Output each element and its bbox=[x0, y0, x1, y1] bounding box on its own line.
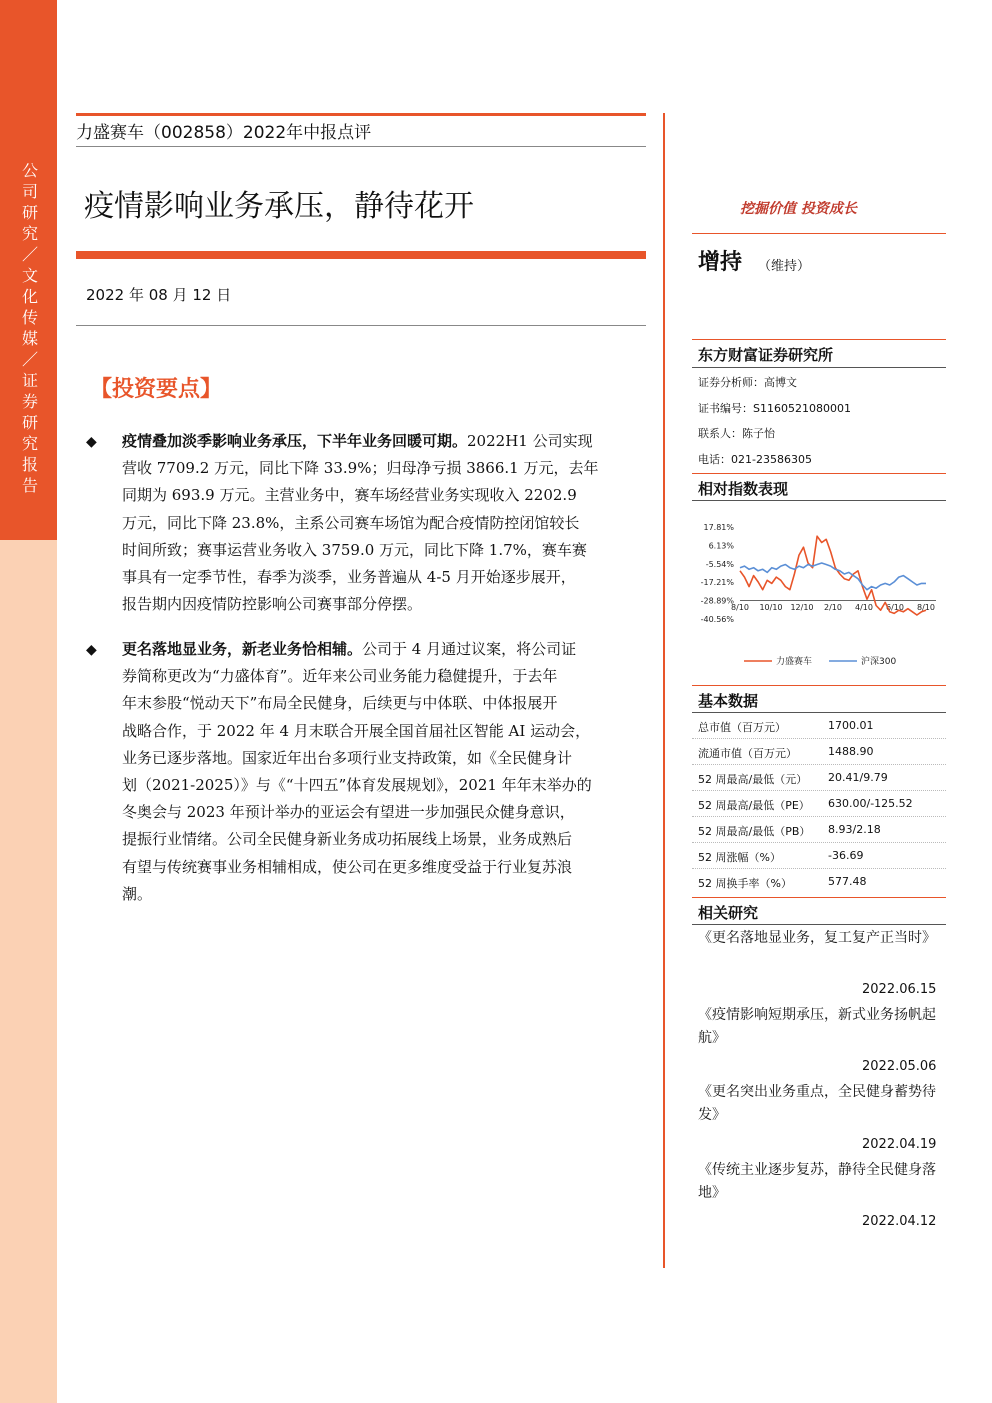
legend-label: 力盛赛车 bbox=[776, 657, 813, 667]
data-label: 总市值（百万元） bbox=[698, 721, 786, 734]
diamond-bullet-icon: ◆ bbox=[86, 434, 97, 450]
data-value: 1488.90 bbox=[828, 745, 874, 758]
divider bbox=[692, 339, 946, 340]
y-tick-label: -28.89% bbox=[700, 596, 734, 606]
legend-label: 沪深300 bbox=[861, 657, 897, 667]
rating-note: （维持） bbox=[758, 259, 811, 274]
data-label: 52 周涨幅（%） bbox=[698, 851, 781, 864]
divider bbox=[692, 367, 946, 368]
related-report-date: 2022.05.06 bbox=[862, 1059, 937, 1074]
related-report-link[interactable]: 《疫情影响短期承压，新式业务扬帆起航》 bbox=[698, 1007, 936, 1046]
section-title: 【投资要点】 bbox=[90, 376, 223, 402]
x-tick-label: 12/10 bbox=[790, 603, 814, 613]
data-value: -36.69 bbox=[828, 849, 864, 862]
page-title: 疫情影响业务承压，静待花开 bbox=[84, 189, 474, 224]
institute-heading: 东方财富证券研究所 bbox=[698, 346, 834, 364]
data-label: 52 周最高/最低（PB） bbox=[698, 825, 811, 838]
y-tick-label: -17.21% bbox=[700, 578, 734, 588]
related-report-date: 2022.06.15 bbox=[862, 982, 937, 997]
data-label: 流通市值（百万元） bbox=[698, 747, 797, 760]
divider bbox=[76, 146, 646, 147]
contact: 联系人：陈子怡 bbox=[698, 427, 775, 440]
data-value: 8.93/2.18 bbox=[828, 823, 881, 836]
y-tick-label: -5.54% bbox=[705, 559, 734, 569]
row-separator bbox=[692, 842, 946, 843]
related-report-date: 2022.04.19 bbox=[862, 1137, 937, 1152]
relative-performance-chart bbox=[692, 515, 946, 675]
x-tick-label: 2/10 bbox=[824, 603, 842, 613]
data-value: 1700.01 bbox=[828, 719, 874, 732]
data-value: 20.41/9.79 bbox=[828, 771, 888, 784]
point-lead: 更名落地显业务，新老业务恰相辅。 bbox=[122, 640, 363, 658]
divider bbox=[76, 325, 646, 326]
sidebar-label: 公司研究／文化传媒／证券研究报告 bbox=[21, 161, 38, 495]
row-separator bbox=[692, 764, 946, 765]
y-tick-label: 17.81% bbox=[703, 523, 734, 532]
divider bbox=[692, 233, 946, 234]
header-rule bbox=[76, 113, 646, 116]
divider bbox=[692, 685, 946, 686]
row-separator bbox=[692, 738, 946, 739]
report-line: 力盛赛车（002858）2022年中报点评 bbox=[76, 123, 372, 143]
basic-data-heading: 基本数据 bbox=[698, 692, 759, 710]
data-label: 52 周换手率（%） bbox=[698, 877, 792, 890]
x-tick-label: 6/10 bbox=[886, 603, 904, 613]
series-line-index bbox=[740, 563, 926, 590]
rating: 增持 bbox=[698, 250, 743, 275]
row-separator bbox=[692, 816, 946, 817]
row-separator bbox=[692, 868, 946, 869]
point-lead: 疫情叠加淡季影响业务承压，下半年业务回暖可期。 bbox=[122, 432, 468, 450]
cert-number: 证书编号：S1160521080001 bbox=[698, 402, 851, 415]
divider bbox=[692, 924, 946, 925]
data-label: 52 周最高/最低（元） bbox=[698, 773, 808, 786]
point-paragraph: 更名落地显业务，新老业务恰相辅。公司于 4 月通过议案，将公司证 券简称更改为“力盛体育”。近年来公司业务能力稳健提升，于去年 年末参股“悦动天下”布局全民健身，后续更与中体联、中体报展开 战略合作，于 2022 年 4 月末联合开展全国首届社区智能 AI 运动会， 业务已逐步落地。国家近年出台多项行业支持政策，如《全民健身计 划（2021-2025）》与《“十四五”体育发展规划》，2021 年年末举办的 冬奥会与 2023 年预计举办的亚运会有望进一步加强民众健身意识， 提振行业情绪。公司全民健身新业务成功拓展线上场景，业务成熟后 有望与传统赛事业务相辅相成，使公司在更多维度受益于行业复苏浪 潮。 bbox=[122, 640, 592, 903]
report-date: 2022 年 08 月 12 日 bbox=[86, 286, 232, 304]
phone: 电话：021-23586305 bbox=[698, 453, 812, 466]
column-divider bbox=[663, 113, 665, 1268]
related-report-date: 2022.04.12 bbox=[862, 1214, 937, 1229]
related-heading: 相关研究 bbox=[698, 904, 759, 922]
diamond-bullet-icon: ◆ bbox=[86, 642, 97, 658]
related-report-link[interactable]: 《更名落地显业务，复工复产正当时》 bbox=[698, 930, 936, 946]
chart-heading: 相对指数表现 bbox=[698, 480, 789, 498]
divider bbox=[692, 712, 946, 713]
title-bar bbox=[76, 251, 646, 259]
y-tick-label: -40.56% bbox=[700, 615, 734, 624]
divider bbox=[692, 500, 946, 501]
data-value: 630.00/-125.52 bbox=[828, 797, 913, 810]
x-tick-label: 10/10 bbox=[759, 603, 783, 613]
x-tick-label: 8/10 bbox=[731, 603, 749, 613]
divider bbox=[692, 473, 946, 474]
slogan: 挖掘价值 投资成长 bbox=[740, 201, 857, 217]
row-separator bbox=[692, 790, 946, 791]
point-paragraph: 疫情叠加淡季影响业务承压，下半年业务回暖可期。2022H1 公司实现 营收 7709.2 万元，同比下降 33.9%；归母净亏损 3866.1 万元，去年 同期为 693.9 万元。主营业务中，赛车场经营业务实现收入 2202.9 万元，同比下降 23.8%，主系公司赛车场馆为配合疫情防控闭馆较长 时间所致；赛事运营业务收入 3759.0 万元，同比下降 1.7%，赛车赛 事具有一定季节性，春季为淡季，业务普遍从 4-5 月开始逐步展开， 报告期内因疫情防控影响公司赛事部分停摆。 bbox=[122, 432, 599, 614]
analyst: 证券分析师：高博文 bbox=[698, 376, 797, 389]
divider bbox=[692, 897, 946, 898]
sidebar-band-light bbox=[0, 540, 57, 1403]
data-label: 52 周最高/最低（PE） bbox=[698, 799, 810, 812]
x-tick-label: 8/10 bbox=[917, 603, 935, 613]
x-tick-label: 4/10 bbox=[855, 603, 873, 613]
related-report-link[interactable]: 《更名突出业务重点，全民健身蓄势待发》 bbox=[698, 1084, 936, 1123]
related-report-link[interactable]: 《传统主业逐步复苏，静待全民健身落地》 bbox=[698, 1162, 936, 1201]
data-value: 577.48 bbox=[828, 875, 867, 888]
y-tick-label: 6.13% bbox=[708, 541, 734, 551]
